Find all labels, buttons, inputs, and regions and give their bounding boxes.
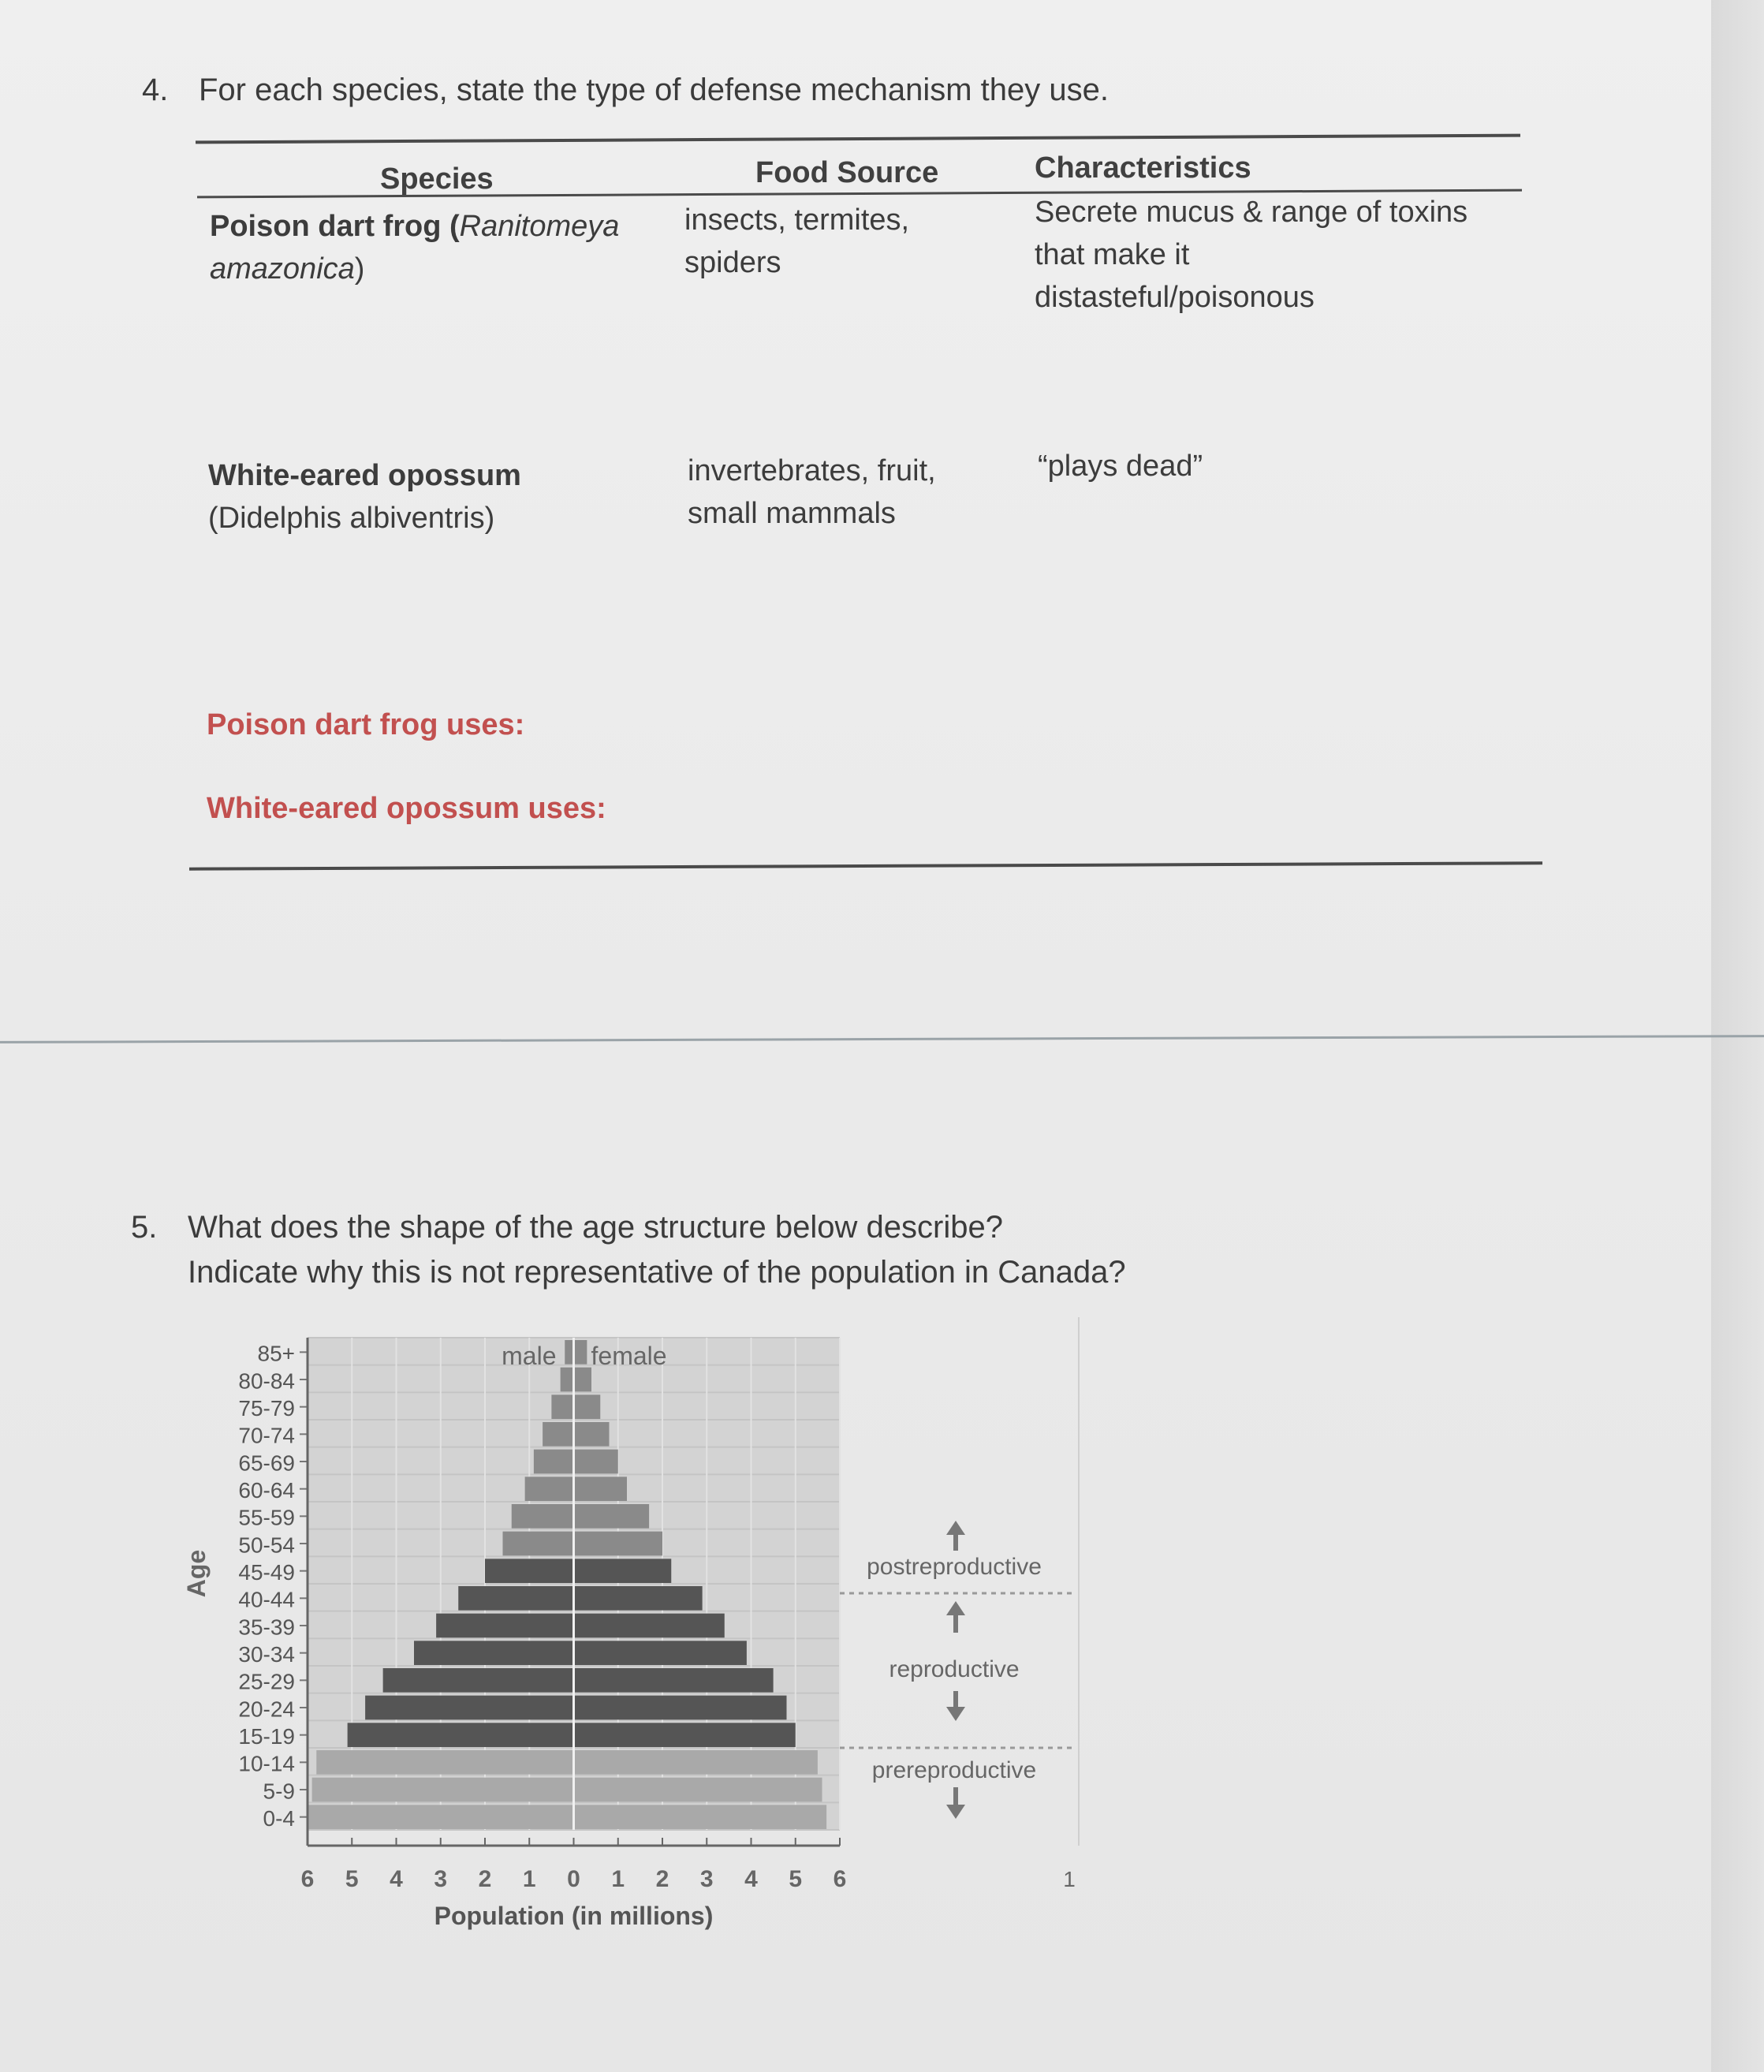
age-tick-label: 75-79	[238, 1396, 295, 1421]
bar-female-5-9	[574, 1778, 822, 1802]
age-tick-label: 50-54	[238, 1533, 295, 1558]
legend-male: male	[502, 1342, 557, 1370]
char-line: “plays dead”	[1038, 450, 1203, 483]
age-tick-label: 10-14	[238, 1751, 295, 1776]
species-common-name: White-eared opossum	[208, 459, 521, 492]
x-tick-label: 5	[789, 1866, 803, 1892]
species-scientific-name: (Didelphis albiventris)	[208, 502, 495, 535]
x-tick-label: 1	[611, 1866, 625, 1892]
question-number: 5.	[131, 1210, 158, 1245]
bar-female-85+	[574, 1340, 587, 1365]
y-axis-title: Age	[182, 1549, 211, 1598]
bar-male-10-14	[316, 1750, 573, 1775]
bar-female-80-84	[574, 1368, 592, 1392]
bar-female-55-59	[574, 1504, 650, 1529]
bar-female-50-54	[574, 1532, 663, 1556]
question-number: 4.	[142, 73, 169, 107]
x-tick-label: 6	[833, 1866, 847, 1892]
label-prereproductive: prereproductive	[871, 1757, 1037, 1783]
header-food-source: Food Source	[755, 156, 939, 189]
char-line: that make it	[1035, 238, 1190, 271]
row1-food-source	[684, 199, 909, 284]
bar-female-60-64	[574, 1477, 628, 1501]
answer-frog-label: Poison dart frog uses:	[207, 708, 525, 741]
species-close-paren: )	[354, 252, 365, 286]
row2-food-source	[688, 450, 936, 535]
x-tick-label: 0	[567, 1866, 580, 1892]
bar-male-55-59	[512, 1504, 574, 1529]
question-line: Indicate why this is not representative of the population in Canada?	[188, 1255, 1126, 1290]
age-pyramid-svg	[173, 1309, 1120, 1940]
age-tick-label: 0-4	[263, 1806, 295, 1831]
char-line: distasteful/poisonous	[1035, 281, 1315, 314]
bar-female-10-14	[574, 1750, 818, 1775]
age-tick-label: 40-44	[238, 1587, 295, 1612]
x-tick-label: 3	[699, 1866, 714, 1892]
question-line: What does the shape of the age structure below describe?	[188, 1210, 1003, 1245]
bar-male-20-24	[365, 1696, 573, 1720]
bar-female-45-49	[574, 1559, 672, 1583]
food-line: insects, termites,	[684, 203, 910, 237]
x-axis-title: Population (in millions)	[434, 1902, 714, 1930]
row2-characteristics	[1038, 445, 1203, 487]
bar-female-0-4	[574, 1805, 827, 1829]
species-genus: Ranitomeya	[459, 210, 620, 243]
age-tick-label: 60-64	[238, 1478, 295, 1503]
age-tick-label: 80-84	[238, 1368, 295, 1394]
bar-male-85+	[565, 1340, 573, 1365]
bar-male-80-84	[561, 1368, 574, 1392]
age-tick-label: 20-24	[238, 1697, 295, 1722]
age-tick-label: 15-19	[238, 1724, 295, 1749]
bar-male-65-69	[534, 1450, 574, 1474]
bar-male-0-4	[308, 1805, 574, 1829]
bar-female-35-39	[574, 1614, 725, 1638]
x-tick-label: 5	[345, 1866, 359, 1892]
question-prompt	[188, 1210, 1126, 1300]
x-tick-label: 4	[390, 1866, 403, 1892]
question-prompt: For each species, state the type of defense mechanism they use.	[199, 73, 1109, 107]
bar-male-60-64	[525, 1477, 574, 1501]
arrow-up-icon	[946, 1521, 965, 1535]
x-tick-label: 1	[522, 1866, 536, 1892]
label-reproductive: reproductive	[889, 1656, 1020, 1682]
age-structure-chart	[173, 1309, 1120, 1940]
bar-male-35-39	[436, 1614, 573, 1638]
bar-male-5-9	[312, 1778, 574, 1802]
bar-female-65-69	[574, 1450, 618, 1474]
arrow-up-icon	[946, 1601, 965, 1615]
species-common-name: Poison dart frog (	[210, 210, 460, 243]
age-tick-label: 5-9	[263, 1779, 295, 1804]
x-tick-label: 2	[478, 1866, 492, 1892]
row1-species	[210, 205, 619, 290]
legend-female: female	[591, 1342, 667, 1370]
age-tick-label: 45-49	[238, 1560, 295, 1585]
bar-male-25-29	[383, 1668, 574, 1693]
age-tick-label: 55-59	[238, 1505, 295, 1530]
x-tick-label: 2	[655, 1866, 669, 1892]
row2-species	[208, 454, 521, 539]
bar-female-25-29	[574, 1668, 774, 1693]
bar-female-40-44	[574, 1586, 703, 1611]
header-species: Species	[380, 162, 494, 196]
row1-characteristics	[1035, 191, 1468, 319]
bar-female-70-74	[574, 1422, 610, 1447]
bar-female-15-19	[574, 1723, 796, 1747]
bar-male-75-79	[551, 1394, 573, 1419]
bar-male-15-19	[348, 1723, 574, 1747]
question-5	[131, 1210, 1235, 1312]
bar-female-75-79	[574, 1394, 601, 1419]
bar-male-70-74	[543, 1422, 573, 1447]
bar-female-30-34	[574, 1641, 747, 1665]
x-tick-label: 4	[744, 1866, 758, 1892]
question-4	[142, 73, 1167, 120]
label-postreproductive: postreproductive	[867, 1554, 1042, 1580]
age-tick-label: 85+	[257, 1341, 295, 1366]
x-tick-label: 6	[300, 1866, 315, 1892]
age-tick-label: 65-69	[238, 1450, 295, 1476]
header-characteristics: Characteristics	[1035, 151, 1251, 185]
bar-male-50-54	[503, 1532, 574, 1556]
x-tick-label: 3	[434, 1866, 448, 1892]
char-line: Secrete mucus & range of toxins	[1035, 196, 1468, 229]
extra-tick-label: 1	[1063, 1867, 1076, 1891]
food-line: spiders	[684, 246, 781, 279]
bar-male-40-44	[458, 1586, 573, 1611]
bar-male-45-49	[485, 1559, 574, 1583]
age-tick-label: 70-74	[238, 1423, 295, 1448]
age-tick-label: 30-34	[238, 1642, 295, 1667]
food-line: invertebrates, fruit,	[688, 454, 936, 487]
answer-opossum-label: White-eared opossum uses:	[207, 792, 606, 825]
age-tick-label: 35-39	[238, 1615, 295, 1640]
bar-male-30-34	[414, 1641, 574, 1665]
arrow-down-icon	[946, 1707, 965, 1721]
bar-female-20-24	[574, 1696, 787, 1720]
arrow-down-icon	[946, 1805, 965, 1819]
age-tick-label: 25-29	[238, 1669, 295, 1694]
food-line: small mammals	[688, 497, 896, 530]
species-epithet: amazonica	[210, 252, 355, 286]
